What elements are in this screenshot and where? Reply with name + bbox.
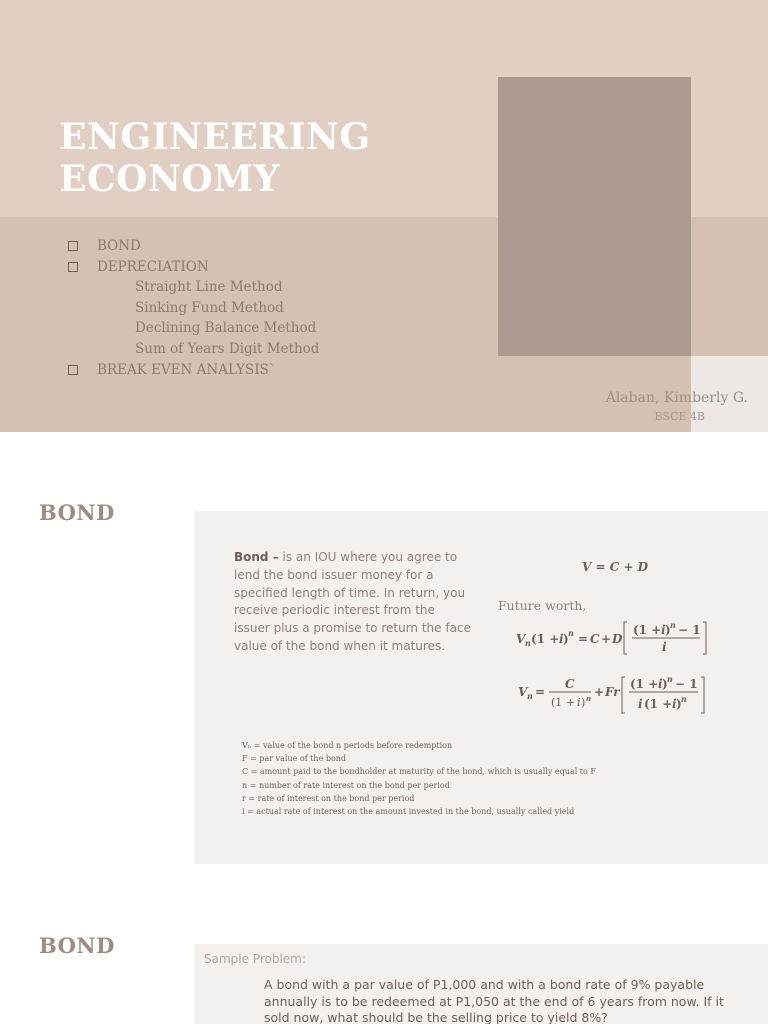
svg-text:− 1: − 1 (678, 623, 701, 637)
bond-heading-2: BOND (39, 933, 115, 958)
legend-line: Vₙ = value of the bond n periods before redemption (242, 741, 453, 750)
topic-item (68, 257, 488, 278)
svg-text:i: i (672, 697, 677, 711)
svg-text:i: i (662, 640, 667, 654)
author-section: BSCE 4B (654, 410, 705, 423)
topic-item (68, 360, 488, 381)
svg-text:(1 +: (1 + (633, 623, 662, 637)
svg-text:i: i (559, 632, 564, 646)
presentation-title (59, 116, 439, 200)
future-worth-label: Future worth, (498, 598, 587, 613)
svg-text:+: + (594, 685, 605, 699)
svg-text:i: i (661, 623, 666, 637)
svg-text:+: + (601, 632, 612, 646)
svg-text:− 1: − 1 (675, 677, 698, 691)
svg-text:D: D (612, 632, 623, 646)
topic-label: Sum of Years Digit Method (135, 340, 320, 357)
title-line-2: ECONOMY (59, 158, 280, 200)
svg-text:): ) (676, 697, 682, 711)
topic-item (68, 298, 488, 319)
decorative-block (498, 77, 691, 356)
bond-term: Bond – (234, 550, 279, 564)
svg-text:i: i (638, 697, 643, 711)
variable-legend (242, 739, 762, 818)
svg-text:V: V (518, 685, 528, 699)
bond-definition (234, 549, 472, 656)
svg-text:): ) (662, 677, 668, 691)
topic-label: Straight Line Method (135, 279, 283, 296)
topic-label: BREAK EVEN ANALYSIS` (97, 361, 276, 378)
svg-text:(1 +: (1 + (531, 632, 560, 646)
checkbox-bullet-icon (68, 365, 78, 375)
svg-text:n: n (670, 620, 676, 630)
svg-text:): ) (581, 696, 586, 709)
topic-label: BOND (97, 238, 141, 254)
svg-text:n: n (568, 628, 574, 638)
svg-text:(1 +: (1 + (551, 696, 576, 709)
svg-text:=: = (535, 685, 546, 699)
checkbox-bullet-icon (68, 262, 78, 272)
legend-line: r = rate of interest on the bond per period (242, 793, 415, 803)
svg-text:V: V (516, 632, 526, 646)
svg-text:): ) (665, 623, 671, 637)
legend-line: F = par value of the bond (242, 754, 347, 764)
topic-label: Declining Balance Method (135, 320, 317, 337)
formula-present-value (518, 675, 718, 717)
topic-label: DEPRECIATION (97, 258, 209, 275)
sample-problem-panel (194, 944, 768, 1024)
topic-label: Sinking Fund Method (135, 299, 284, 316)
bond-heading: BOND (39, 500, 115, 525)
svg-text:C: C (590, 632, 600, 646)
bond-definition-panel (194, 511, 768, 864)
sample-problem-label: Sample Problem: (204, 952, 306, 966)
svg-text:n: n (667, 675, 673, 684)
topic-list (68, 236, 488, 380)
svg-text:C: C (565, 677, 575, 691)
topic-item (68, 277, 488, 298)
svg-text:V = C + D: V = C + D (582, 560, 649, 574)
checkbox-bullet-icon (68, 241, 78, 251)
svg-text:i: i (577, 696, 581, 709)
title-slide (0, 0, 768, 432)
sample-problem-text: A bond with a par value of P1,000 and with a bond rate of 9% payable annually is to be redeemed at P1,050 at the end of 6 years from now. If it sold now, what should be the selling price to yield 8%? (264, 977, 724, 1024)
svg-text:n: n (525, 638, 531, 648)
topic-item (68, 339, 488, 360)
legend-line: i = actual rate of interest on the amount invested in the bond, usually called yield (242, 807, 575, 817)
topic-item (68, 318, 488, 339)
formula-future-worth (516, 617, 716, 657)
bond-definition-text: is an IOU where you agree to lend the bond issuer money for a specified length of time. In return, you receive periodic interest from the issuer plus a promise to return the face value of the bond when it matures. (234, 550, 471, 653)
svg-text:Fr: Fr (605, 685, 620, 699)
svg-text:(1 +: (1 + (644, 697, 673, 711)
svg-text:n: n (681, 694, 687, 704)
formula-value (582, 557, 652, 577)
svg-text:(1 +: (1 + (630, 677, 659, 691)
svg-text:n: n (586, 694, 592, 703)
svg-text:=: = (578, 632, 589, 646)
legend-line: n = number of rate interest on the bond per period (242, 780, 450, 790)
title-line-1: ENGINEERING (59, 116, 371, 158)
author-name: Alaban, Kimberly G. (605, 390, 748, 406)
legend-line: C = amount paid to the bondholder at maturity of the bond, which is usually equal to F (242, 767, 596, 777)
svg-text:n: n (527, 691, 533, 701)
topic-item (68, 236, 488, 257)
svg-text:): ) (563, 632, 569, 646)
svg-text:i: i (658, 677, 663, 691)
